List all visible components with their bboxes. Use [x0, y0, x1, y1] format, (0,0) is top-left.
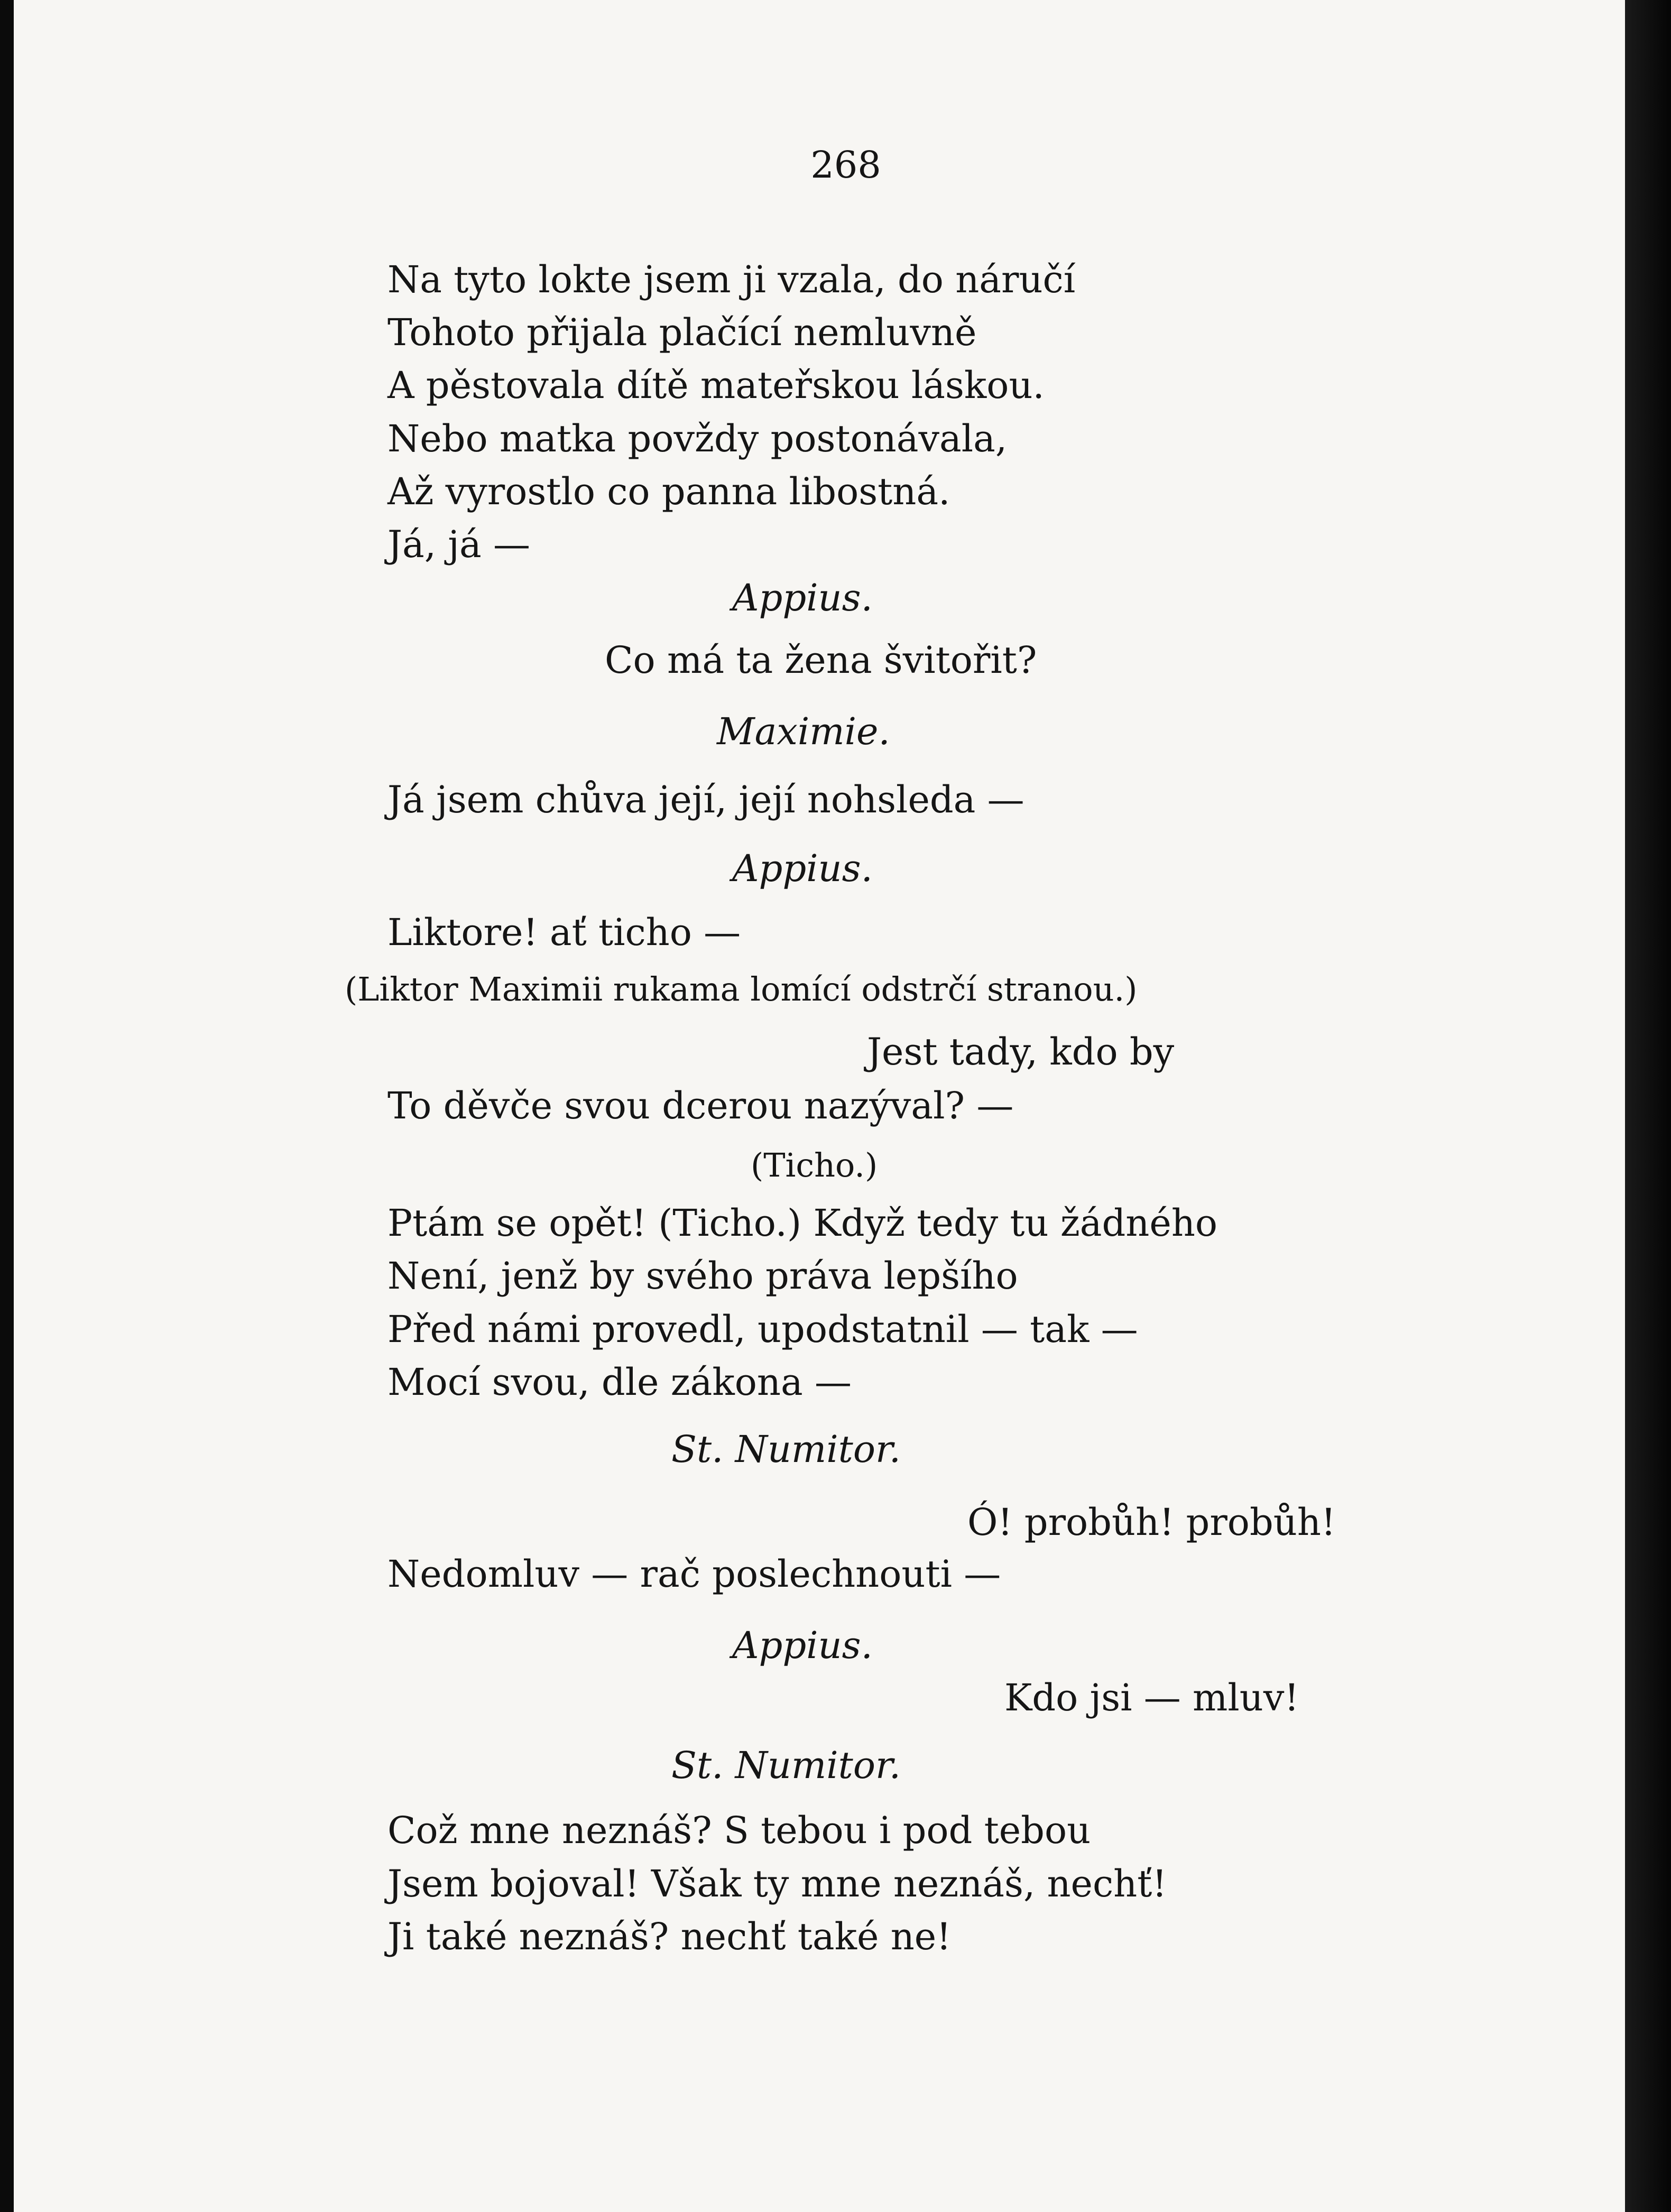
speaker-name: Appius.	[732, 576, 873, 619]
verse-line: Co má ta žena švitořit?	[605, 638, 1037, 682]
verse-line: Ji také neznáš? nechť také ne!	[387, 1915, 952, 1958]
verse-line: Nebo matka povždy postonávala,	[387, 417, 1008, 460]
verse-line: Já jsem chůva její, její nohsleda —	[387, 778, 1024, 821]
verse-line: Před námi provedl, upodstatnil — tak —	[387, 1308, 1138, 1351]
verse-line: Není, jenž by svého práva lepšího	[387, 1254, 1018, 1298]
verse-line: Nedomluv — rač poslechnouti —	[387, 1552, 1001, 1596]
speaker-name: St. Numitor.	[671, 1428, 901, 1471]
verse-line: Což mne neznáš? S tebou i pod tebou	[387, 1809, 1091, 1852]
page-edge-shadow	[1625, 0, 1671, 2212]
page-number: 268	[810, 143, 881, 187]
stage-direction: (Ticho.)	[751, 1146, 878, 1184]
verse-line: Až vyrostlo co panna libostná.	[387, 470, 950, 513]
verse-line: Na tyto lokte jsem ji vzala, do náručí	[387, 258, 1076, 301]
verse-line: Ó! probůh! probůh!	[967, 1501, 1336, 1544]
verse-line: Já, já —	[387, 523, 530, 566]
verse-line: A pěstovala dítě mateřskou láskou.	[387, 364, 1045, 407]
speaker-name: Appius.	[732, 1624, 873, 1667]
speaker-name: Maximie.	[717, 710, 890, 753]
speaker-name: Appius.	[732, 847, 873, 890]
verse-line: Jsem bojoval! Však ty mne neznáš, nechť!	[387, 1862, 1167, 1905]
verse-line: To děvče svou dcerou nazýval? —	[387, 1084, 1014, 1127]
verse-line: Jest tady, kdo by	[867, 1030, 1175, 1073]
verse-line: Tohoto přijala plačící nemluvně	[387, 311, 977, 354]
verse-line: Liktore! ať ticho —	[387, 911, 741, 954]
verse-line: Mocí svou, dle zákona —	[387, 1360, 852, 1404]
speaker-name: St. Numitor.	[671, 1744, 901, 1787]
verse-line: Kdo jsi — mluv!	[1004, 1676, 1299, 1719]
verse-line: Ptám se opět! (Ticho.) Když tedy tu žádného	[387, 1201, 1218, 1245]
stage-direction: (Liktor Maximii rukama lomící odstrčí stranou.)	[345, 970, 1138, 1008]
